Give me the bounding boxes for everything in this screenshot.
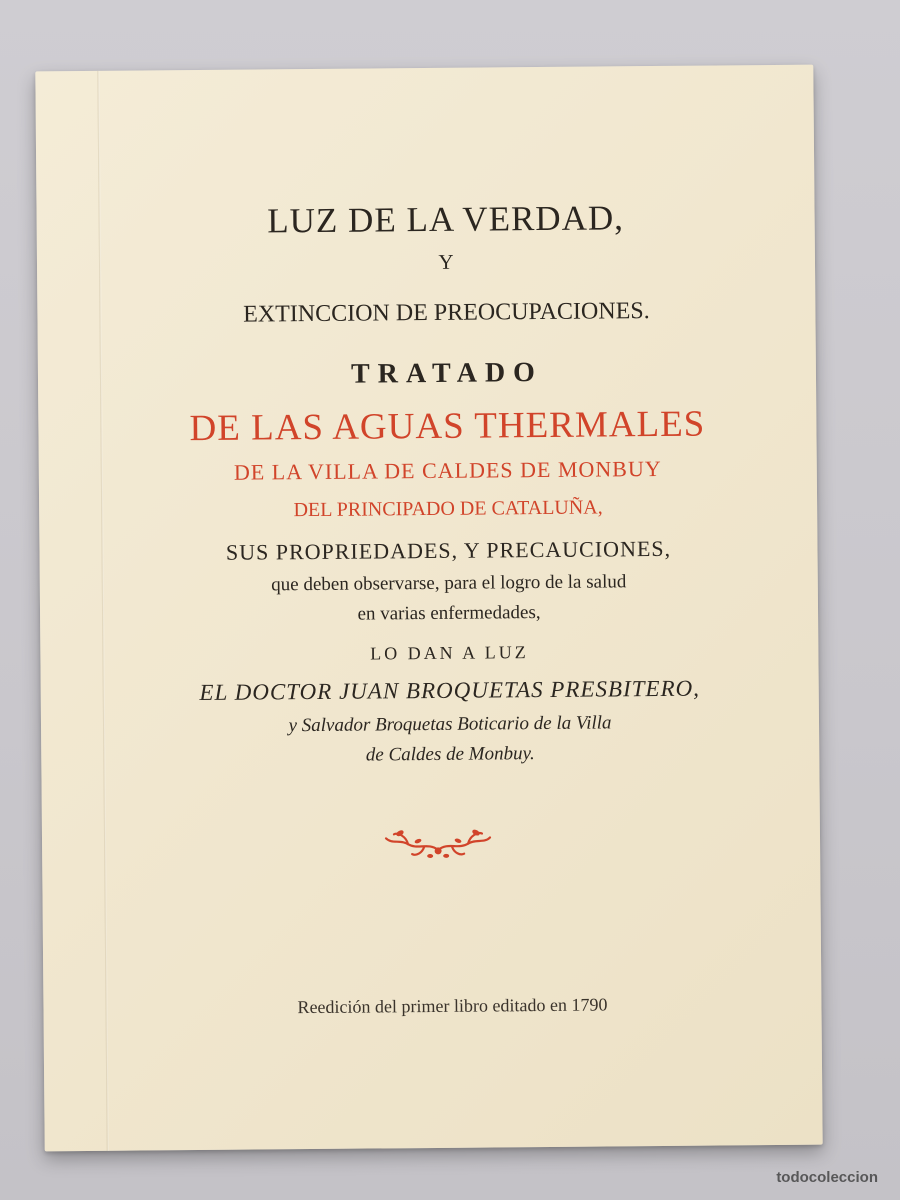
region-line: DEL PRINCIPADO DE CATALUÑA, — [293, 496, 603, 522]
floral-ornament-icon — [378, 819, 498, 862]
author-line-1: EL DOCTOR JUAN BROQUETAS PRESBITERO, — [199, 675, 701, 706]
place-line: DE LA VILLA DE CALDES DE MONBUY — [233, 455, 662, 485]
reedition-note: Reedición del primer libro editado en 1790 — [297, 994, 608, 1018]
book-cover — [35, 65, 822, 1152]
publish-line: LO DAN A LUZ — [370, 642, 529, 664]
properties-line: SUS PROPRIEDADES, Y PRECAUCIONES, — [225, 535, 672, 565]
subject-heading: DE LAS AGUAS THERMALES — [189, 403, 706, 450]
description-line-2: en varias enfermedades, — [357, 602, 541, 625]
tratado-heading: TRATADO — [350, 356, 544, 390]
title-line-2: EXTINCCION DE PREOCUPACIONES. — [243, 298, 650, 328]
title-conjunction: Y — [438, 249, 454, 274]
description-line-1: que deben observarse, para el logro de la salud — [271, 571, 627, 596]
watermark-logo: todocoleccion — [776, 1169, 878, 1186]
title-line-1: LUZ DE LA VERDAD, — [267, 198, 625, 241]
author-line-2: y Salvador Broquetas Boticario de la Villa — [288, 712, 612, 737]
author-line-3: de Caldes de Monbuy. — [365, 743, 535, 766]
cover-text-block — [35, 65, 822, 1152]
